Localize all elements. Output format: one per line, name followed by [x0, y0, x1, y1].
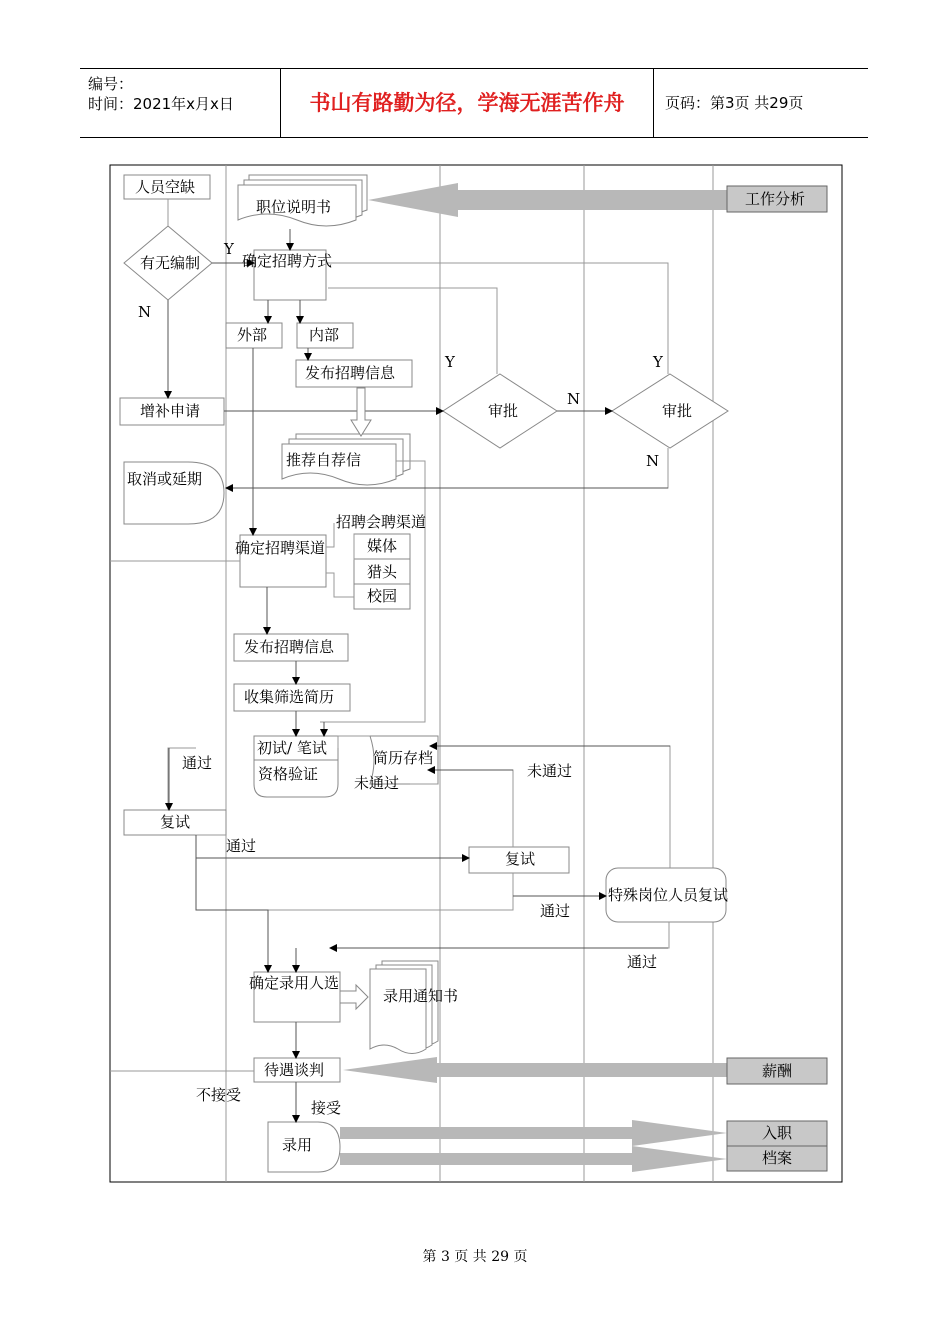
offer-letter: 录用通知书 — [383, 987, 459, 1005]
salary-negotiation: 待遇谈判 — [264, 1061, 325, 1079]
initial-test: 初试/ 笔试 — [257, 739, 327, 757]
swimlanes — [226, 165, 713, 1182]
offer-letter-doc — [370, 969, 426, 1054]
retest2: 复试 — [505, 850, 536, 868]
channel-fair: 招聘会聘渠道 — [336, 513, 427, 531]
resume-archive: 简历存档 — [373, 749, 434, 767]
frame — [110, 165, 842, 1182]
collect-resume: 收集筛选简历 — [244, 688, 335, 706]
yes3: Y — [653, 353, 663, 371]
retest1: 复试 — [160, 813, 191, 831]
determine-channel: 确定招聘渠道 — [235, 539, 326, 557]
no3: N — [646, 452, 660, 470]
yes1: Y — [224, 240, 234, 258]
archive: 档案 — [762, 1149, 793, 1167]
passed4: 通过 — [627, 953, 658, 971]
special-retest: 特殊岗位人员复试 — [608, 886, 729, 904]
salary: 薪酬 — [762, 1062, 793, 1080]
connectors — [110, 199, 670, 1071]
reject: 不接受 — [196, 1086, 242, 1104]
determine-hire: 确定录用人选 — [249, 974, 340, 992]
determine-method: 确定招聘方式 — [242, 252, 333, 270]
external: 外部 — [237, 326, 268, 344]
job-description: 职位说明书 — [256, 198, 332, 216]
yes2: Y — [445, 353, 455, 371]
no1: N — [138, 303, 152, 321]
no2: N — [567, 390, 581, 408]
hire: 录用 — [282, 1136, 313, 1154]
publish-info: 发布招聘信息 — [244, 638, 335, 656]
passed3: 通过 — [540, 902, 571, 920]
page-footer: 第 3 页 共 29 页 — [422, 1249, 528, 1265]
supplement-request: 增补申请 — [140, 402, 201, 420]
job-gap: 人员空缺 — [135, 178, 196, 196]
channel-headhunter: 猎头 — [367, 563, 398, 581]
accept: 接受 — [311, 1099, 342, 1117]
publish-info-internal: 发布招聘信息 — [305, 364, 396, 382]
process-boxes — [120, 175, 569, 1082]
passed1: 通过 — [182, 754, 213, 772]
not-passed2: 未通过 — [527, 762, 573, 780]
page-info: 页码：第3页 共29页 — [665, 94, 804, 112]
channel-media: 媒体 — [367, 537, 398, 555]
qualification: 资格验证 — [258, 765, 319, 783]
motto: 书山有路勤为径，学海无涯苦作舟 — [281, 69, 654, 137]
approve1: 审批 — [488, 402, 519, 420]
gray-boxes — [727, 186, 827, 1171]
internal: 内部 — [309, 326, 340, 344]
recommend-letter: 推荐自荐信 — [286, 451, 362, 469]
cancel-or-delay: 取消或延期 — [127, 470, 203, 488]
job-analysis: 工作分析 — [745, 190, 806, 208]
number-label: 编号： — [88, 75, 134, 93]
not-passed1: 未通过 — [354, 774, 400, 792]
has-quota: 有无编制 — [140, 254, 201, 272]
passed2: 通过 — [226, 837, 257, 855]
channel-campus: 校园 — [367, 587, 398, 605]
time-label: 时间：2021年x月x日 — [88, 95, 234, 113]
onboard: 入职 — [762, 1124, 793, 1142]
approve2: 审批 — [662, 402, 693, 420]
